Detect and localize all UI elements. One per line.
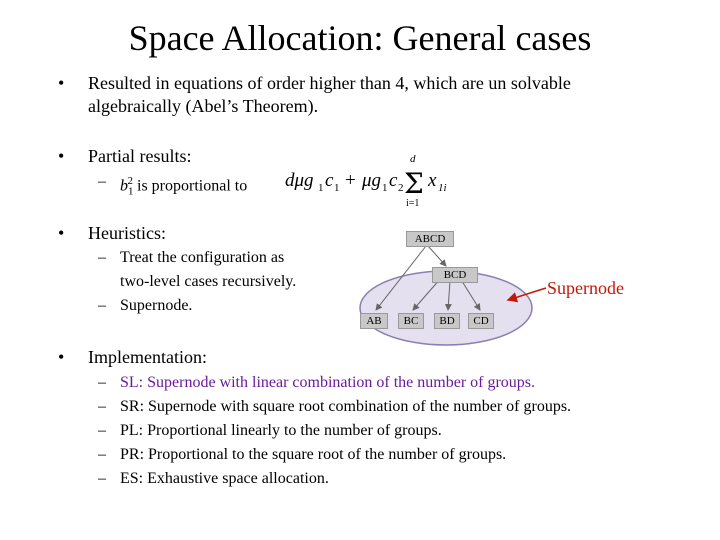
sub-bullet-dash: – (98, 297, 106, 314)
sum-upper-limit: d (410, 153, 416, 165)
bullet-dot: • (58, 146, 65, 166)
sub-bullet-dash: – (98, 398, 106, 415)
svg-text:x: x (428, 170, 437, 191)
svg-text:2: 2 (398, 182, 404, 194)
node-cd: CD (468, 313, 494, 329)
svg-text:1: 1 (382, 182, 388, 194)
heuristic-treat-line2: two-level cases recursively. (120, 273, 297, 290)
impl-pl: PL: Proportional linearly to the number of groups. (120, 422, 442, 439)
sub-bullet-dash: – (98, 470, 106, 487)
node-bd: BD (434, 313, 460, 329)
node-bcd: BCD (432, 267, 478, 283)
node-ab: AB (360, 313, 388, 329)
sub-bullet-dash: – (98, 446, 106, 463)
svg-text:μg: μg (362, 170, 382, 191)
bullet-implementation: Implementation: (88, 347, 207, 367)
bullet-dot: • (58, 73, 65, 93)
svg-text:1: 1 (318, 182, 324, 194)
impl-sr: SR: Supernode with square root combination of the number of groups. (120, 398, 572, 415)
svg-text:dμg: dμg (285, 170, 314, 191)
impl-es: ES: Exhaustive space allocation. (120, 470, 329, 487)
supernode-label: Supernode (547, 278, 624, 298)
bullet-dot: • (58, 223, 65, 243)
svg-text:c: c (389, 170, 398, 191)
heuristic-supernode: Supernode. (120, 297, 193, 314)
bullet-dot: • (58, 347, 65, 367)
sub-bullet-dash: – (98, 173, 106, 190)
supernode-pointer (500, 280, 550, 310)
slide-title: Space Allocation: General cases (128, 18, 592, 58)
sub-bullet-dash: – (98, 374, 106, 391)
node-bc: BC (398, 313, 424, 329)
heuristic-treat-line1: Treat the configuration as (120, 249, 285, 266)
bullet-resulted-line1: Resulted in equations of order higher than 4, which are un solvable (88, 73, 571, 93)
bullet-partial-results: Partial results: (88, 146, 192, 166)
sub-bullet-dash: – (98, 249, 106, 266)
svg-text:+: + (345, 170, 356, 191)
node-abcd: ABCD (406, 231, 454, 247)
svg-text:c: c (325, 170, 334, 191)
partial-result-text: $b_1^2$ is proportional to (120, 175, 248, 198)
bullet-heuristics: Heuristics: (88, 223, 166, 243)
svg-text:1: 1 (334, 182, 340, 194)
impl-sl: SL: Supernode with linear combination of the number of groups. (120, 374, 536, 391)
sum-lower-limit: i=1 (406, 198, 420, 209)
formula (282, 150, 452, 210)
svg-text:Σ: Σ (404, 167, 424, 200)
bullet-resulted-line2: algebraically (Abel’s Theorem). (88, 96, 319, 116)
svg-text:1i: 1i (438, 182, 447, 194)
impl-pr: PR: Proportional to the square root of the number of groups. (120, 446, 507, 463)
sub-bullet-dash: – (98, 422, 106, 439)
